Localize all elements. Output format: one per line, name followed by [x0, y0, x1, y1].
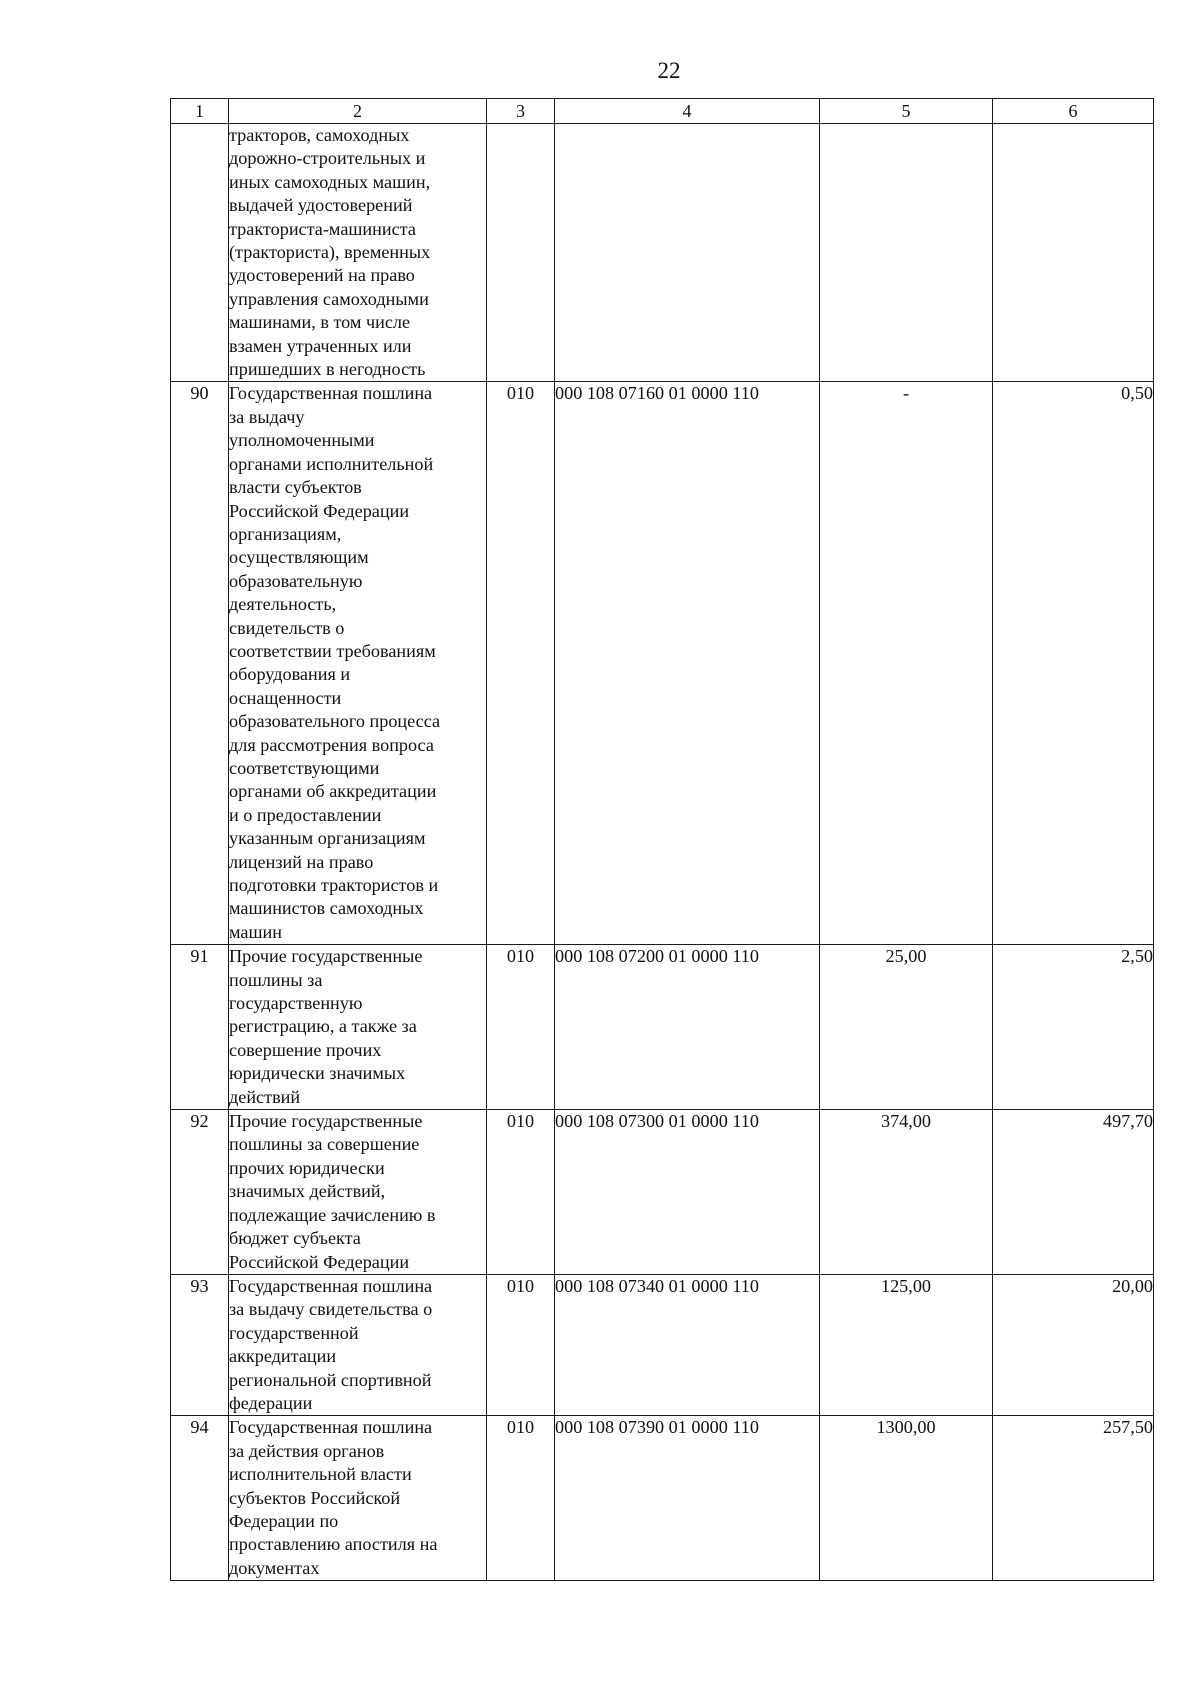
row-budget-class-code	[555, 124, 820, 382]
row-amount-col5: 374,00	[820, 1110, 993, 1275]
description-line: аккредитации	[229, 1346, 337, 1367]
table-row	[171, 382, 1154, 945]
description-line: машинистов самоходных	[229, 898, 424, 919]
description-line: Российской Федерации	[229, 500, 410, 521]
description-line: соответствии требованиям	[229, 640, 436, 661]
row-amount-col6: 20,00	[993, 1274, 1154, 1415]
description-line: деятельность,	[229, 594, 337, 615]
table-row	[171, 945, 1154, 1110]
row-description	[229, 1110, 487, 1275]
description-line: за действия органов	[229, 1440, 385, 1461]
description-line: тракториста-машиниста	[229, 218, 416, 239]
row-amount-col5: 25,00	[820, 945, 993, 1110]
description-line: (тракториста), временных	[229, 242, 431, 263]
row-admin-code: 010	[487, 382, 555, 945]
fee-table	[170, 98, 1154, 1581]
description-line: подлежащие зачислению в	[229, 1204, 436, 1225]
row-amount-col5: -	[820, 382, 993, 945]
header-cell-6: 6	[993, 99, 1154, 124]
header-cell-2: 2	[229, 99, 487, 124]
header-cell-5: 5	[820, 99, 993, 124]
description-line: и о предоставлении	[229, 804, 382, 825]
description-line: образовательную	[229, 570, 363, 591]
description-line: Государственная пошлина	[229, 1275, 433, 1296]
table-row	[171, 124, 1154, 382]
table-header-row	[171, 99, 1154, 124]
row-amount-col6	[993, 124, 1154, 382]
header-cell-1: 1	[171, 99, 229, 124]
description-line: органами исполнительной	[229, 453, 434, 474]
row-description	[229, 124, 487, 382]
description-line: свидетельств о	[229, 617, 345, 638]
row-amount-col5: 1300,00	[820, 1416, 993, 1581]
description-line: Федерации по	[229, 1510, 339, 1531]
description-line: Прочие государственные	[229, 946, 423, 967]
description-line: машинами, в том числе	[229, 312, 411, 333]
row-description	[229, 945, 487, 1110]
row-number: 91	[171, 945, 229, 1110]
description-line: субъектов Российской	[229, 1487, 401, 1508]
row-admin-code: 010	[487, 945, 555, 1110]
row-budget-class-code: 000 108 07160 01 0000 110	[555, 382, 820, 945]
row-budget-class-code: 000 108 07300 01 0000 110	[555, 1110, 820, 1275]
row-amount-col5: 125,00	[820, 1274, 993, 1415]
row-amount-col6: 0,50	[993, 382, 1154, 945]
row-admin-code: 010	[487, 1274, 555, 1415]
description-line: действий	[229, 1086, 301, 1107]
row-description	[229, 1274, 487, 1415]
description-line: управления самоходными	[229, 288, 429, 309]
row-amount-col5	[820, 124, 993, 382]
description-line: Прочие государственные	[229, 1111, 423, 1132]
row-budget-class-code: 000 108 07340 01 0000 110	[555, 1274, 820, 1415]
description-line: государственной	[229, 1322, 359, 1343]
description-line: удостоверений на право	[229, 265, 415, 286]
table-row	[171, 1110, 1154, 1275]
header-cell-3: 3	[487, 99, 555, 124]
row-admin-code: 010	[487, 1416, 555, 1581]
description-line: юридически значимых	[229, 1063, 406, 1084]
description-line: власти субъектов	[229, 477, 362, 498]
description-line: регистрацию, а также за	[229, 1016, 417, 1037]
description-line: соответствующими	[229, 757, 380, 778]
row-number: 93	[171, 1274, 229, 1415]
description-line: организациям,	[229, 523, 342, 544]
description-line: подготовки трактористов и	[229, 875, 439, 895]
page-number: 22	[657, 58, 681, 83]
description-line: уполномоченными	[229, 430, 375, 451]
description-line: совершение прочих	[229, 1039, 382, 1060]
row-number: 90	[171, 382, 229, 945]
table-row	[171, 1416, 1154, 1581]
description-line: за выдачу свидетельства о	[229, 1299, 433, 1320]
description-line: пошлины за	[229, 969, 323, 990]
description-line: региональной спортивной	[229, 1369, 432, 1390]
description-line: пришедших в негодность	[229, 359, 426, 380]
description-line: пошлины за совершение	[229, 1134, 420, 1155]
description-line: иных самоходных машин,	[229, 171, 431, 192]
description-line: указанным организациям	[229, 828, 426, 849]
description-line: прочих юридически	[229, 1157, 385, 1178]
row-amount-col6: 497,70	[993, 1110, 1154, 1275]
description-line: для рассмотрения вопроса	[229, 734, 434, 755]
description-line: органами об аккредитации	[229, 781, 437, 802]
description-line: лицензий на право	[229, 851, 374, 872]
row-number: 94	[171, 1416, 229, 1581]
description-line: за выдачу	[229, 406, 305, 427]
row-budget-class-code: 000 108 07390 01 0000 110	[555, 1416, 820, 1581]
description-line: государственную	[229, 993, 363, 1014]
description-line: взамен утраченных или	[229, 335, 412, 356]
description-line: документах	[229, 1557, 320, 1578]
row-amount-col6: 257,50	[993, 1416, 1154, 1581]
description-line: Российской Федерации	[229, 1251, 410, 1272]
row-number	[171, 124, 229, 382]
description-line: дорожно-строительных и	[229, 148, 426, 169]
description-line: проставлению апостиля на	[229, 1534, 438, 1555]
description-line: исполнительной власти	[229, 1464, 412, 1485]
description-line: осуществляющим	[229, 547, 369, 568]
description-line: Государственная пошлина	[229, 383, 433, 404]
row-admin-code	[487, 124, 555, 382]
row-description	[229, 1416, 487, 1581]
description-line: машин	[229, 921, 282, 942]
description-line: бюджет субъекта	[229, 1228, 361, 1249]
row-number: 92	[171, 1110, 229, 1275]
row-amount-col6: 2,50	[993, 945, 1154, 1110]
description-line: оборудования и	[229, 664, 351, 685]
description-line: выдачей удостоверений	[229, 195, 413, 216]
table-row	[171, 1274, 1154, 1415]
description-line: Государственная пошлина	[229, 1417, 433, 1438]
description-line: значимых действий,	[229, 1181, 386, 1202]
description-line: федерации	[229, 1392, 313, 1413]
description-line: образовательного процесса	[229, 711, 441, 732]
row-budget-class-code: 000 108 07200 01 0000 110	[555, 945, 820, 1110]
description-line: оснащенности	[229, 687, 342, 708]
header-cell-4: 4	[555, 99, 820, 124]
row-admin-code: 010	[487, 1110, 555, 1275]
row-description	[229, 382, 487, 945]
description-line: тракторов, самоходных	[229, 125, 410, 145]
